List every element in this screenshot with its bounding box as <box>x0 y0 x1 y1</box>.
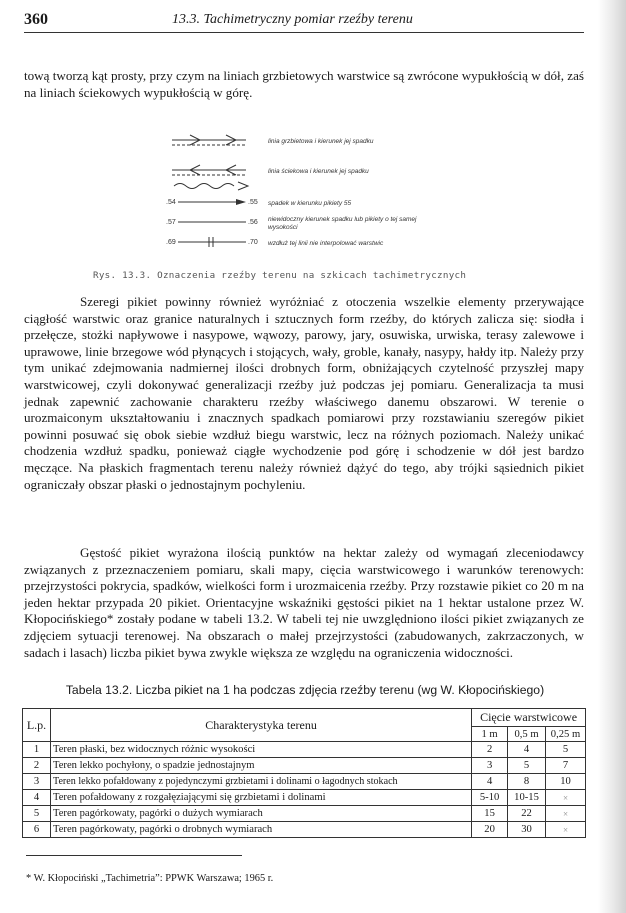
row-value-1m: 4 <box>472 774 508 790</box>
row-description: Teren pagórkowaty, pagórki o drobnych wymiarach <box>50 822 471 838</box>
row-lp: 1 <box>23 742 51 758</box>
point-55-label: .55 <box>248 199 258 206</box>
drainage-line-symbol <box>172 165 246 175</box>
table-row <box>23 774 586 790</box>
slope-arrow-icon <box>236 199 246 205</box>
paragraph-1: Szeregi pikiet powinny również wyróżniać z otoczenia wszelkie elementy przerywające ciągłość warstwic oraz granice naturalnych i sztucznych form rzeźby, do których zalicza się: siodła i przełęcze, stożki napływowe i nasypowe, wąwozy, parowy, jary, osuwiska, urwiska, terasy zalewowe i uprawowe, linie brzegowe wód płynących i stojących, wały, groble, kanały, nasypy, hałdy itp. Należy przy tym unikać zdejmowania nadmiernej ilości drobnych form, obniżających czytelność przyszłej mapy warstwicowej, czyli dokonywać generalizacji rzeźby już podczas jej pomiaru. Generalizacja ta musi jednak zapewnić zachowanie charakteru rzeźby właściwego danemu obszarowi. W terenie o urozmaiconym ukształtowaniu i znacznych spadkach pomiarowi przy rozstawianiu szeregów pikiet powinni posuwać się obok siebie wzdłuż biegu warstwic, lecz na różnych poziomach. Należy unikać chodzenia wzdłuż spadku, ponieważ ciągłe wychodzenie pod górę i schodzenie w dół jest bardzo męczące. Na płaskich fragmentach terenu należy również dążyć do tego, aby trójki sąsiednich pikiet ograniczały obszar płaski o jednostajnym pochyleniu. <box>24 294 584 492</box>
row-value-025m: 5 <box>546 742 586 758</box>
table-row <box>23 758 586 774</box>
row-value-05m: 4 <box>508 742 546 758</box>
row-value-025m: 7 <box>546 758 586 774</box>
point-57-label: .57 <box>166 219 176 226</box>
running-header <box>24 10 584 33</box>
row-lp: 5 <box>23 806 51 822</box>
table-row <box>23 822 586 838</box>
col-characteristics-header: Charakterystyka terenu <box>50 709 471 742</box>
legend-label-4-box <box>268 216 418 236</box>
wavy-line-symbol <box>174 184 234 189</box>
ridge-line-symbol <box>172 135 246 145</box>
subcol-05m: 0,5 m <box>508 727 546 742</box>
section-title: 13.3. Tachimetryczny pomiar rzeźby terenu <box>172 12 413 27</box>
page-number: 360 <box>24 11 48 28</box>
figure-caption: Rys. 13.3. Oznaczenia rzeźby terenu na szkicach tachimetrycznych <box>93 270 467 281</box>
point-69-label: .69 <box>166 239 176 246</box>
row-value-1m: 3 <box>472 758 508 774</box>
legend-label-3: spadek w kierunku pikiety 55 <box>268 200 352 207</box>
row-value-025m: × <box>546 790 586 806</box>
footnote: * W. Kłopociński „Tachimetria”: PPWK Warszawa; 1965 r. <box>26 873 274 884</box>
row-lp: 6 <box>23 822 51 838</box>
legend-label-1: linia grzbietowa i kierunek jej spadku <box>268 138 374 145</box>
legend-label-5: wzdłuż tej linii nie interpolować warstwic <box>268 240 384 247</box>
row-value-05m: 30 <box>508 822 546 838</box>
figure-legend <box>160 128 430 268</box>
row-value-1m: 20 <box>472 822 508 838</box>
row-value-05m: 22 <box>508 806 546 822</box>
row-lp: 4 <box>23 790 51 806</box>
point-56-label: .56 <box>248 219 258 226</box>
row-description: Teren płaski, bez widocznych różnic wysokości <box>50 742 471 758</box>
footnote-rule <box>26 855 242 856</box>
row-lp: 3 <box>23 774 51 790</box>
table-title: Tabela 13.2. Liczba pikiet na 1 ha podczas zdjęcia rzeźby terenu (wg W. Kłopocińskiego) <box>65 683 545 697</box>
legend-label-2: linia ściekowa i kierunek jej spadku <box>268 168 369 175</box>
subcol-025m: 0,25 m <box>546 727 586 742</box>
row-description: Teren lekko pochyłony, o spadzie jednostajnym <box>50 758 471 774</box>
point-54-label: .54 <box>166 199 176 206</box>
table-row <box>23 806 586 822</box>
row-value-1m: 15 <box>472 806 508 822</box>
page-edge-shadow <box>598 0 626 913</box>
row-lp: 2 <box>23 758 51 774</box>
pickets-table <box>22 708 586 838</box>
point-70-label: .70 <box>248 239 258 246</box>
row-description: Teren pofałdowany z rozgałęziającymi się grzbietami i dolinami <box>50 790 471 806</box>
col-contour-interval-header: Cięcie warstwicowe <box>472 709 586 727</box>
row-value-1m: 2 <box>472 742 508 758</box>
row-value-025m: × <box>546 806 586 822</box>
wavy-arrow-icon <box>238 182 248 190</box>
legend-label-4: niewidoczny kierunek spadku lub pikiety o tej samej wysokości <box>268 216 417 231</box>
row-value-025m: × <box>546 822 586 838</box>
row-value-05m: 8 <box>508 774 546 790</box>
subcol-1m: 1 m <box>472 727 508 742</box>
row-value-05m: 10-15 <box>508 790 546 806</box>
row-description: Teren lekko pofałdowany z pojedynczymi grzbietami i dolinami o łagodnych stokach <box>50 774 471 790</box>
table-row <box>23 742 586 758</box>
row-description: Teren pagórkowaty, pagórki o dużych wymiarach <box>50 806 471 822</box>
row-value-05m: 5 <box>508 758 546 774</box>
table-row <box>23 790 586 806</box>
intro-paragraph: tową tworzą kąt prosty, przy czym na liniach grzbietowych warstwice są zwrócone wypukłością w dół, zaś na liniach ściekowych wypukłością w górę. <box>24 68 584 100</box>
paragraph-2: Gęstość pikiet wyrażona ilością punktów na hektar zależy od wymagań zleceniodawcy związanych z przeznaczeniem pomiaru, skali mapy, cięcia warstwicowego i warunków terenowych: przejrzystości pokrycia, spadków, wielkości form i urozmaicenia rzeźby. Przy rozstawie pikiet co 20 m na jeden hektar przypada 20 pikiet. Orientacyjne wskaźniki gęstości pikiet na 1 hektar ustalone przez W. Kłopocińskiego* zostały podane w tabeli 13.2. W tabeli tej nie uwzględniono ilości pikiet związanych ze zdjęciem sytuacji terenowej. Na obszarach o małej przejrzystości (zabudowanych, zakrzaczonych, w sadach i lasach) liczba pikiet bywa zwykle większa ze względu na ograniczenia widoczności. <box>24 545 584 660</box>
col-lp-header: L.p. <box>23 709 51 742</box>
table-header-row <box>23 709 586 727</box>
row-value-1m: 5-10 <box>472 790 508 806</box>
row-value-025m: 10 <box>546 774 586 790</box>
